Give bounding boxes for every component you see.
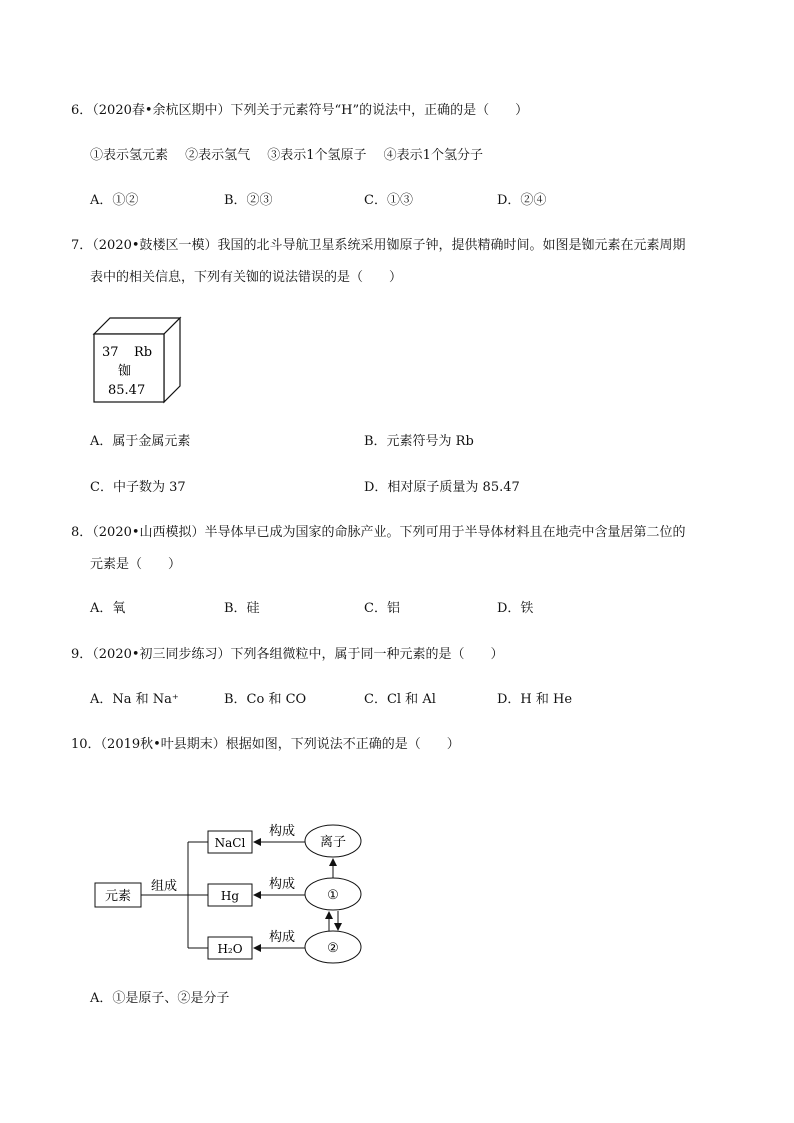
q8-option-b: B．硅	[224, 601, 260, 616]
q8-option-a: A．氧	[90, 601, 126, 616]
element-number: 37	[102, 345, 119, 360]
q9-stem: 9．（2020•初三同步练习）下列各组微粒中，属于同一种元素的是（ ）	[71, 647, 504, 662]
q7-option-b: B．元素符号为 Rb	[364, 434, 474, 449]
q6-option-d: D．②④	[497, 193, 547, 208]
q6-stem: 6．（2020春•余杭区期中）下列关于元素符号“H”的说法中，正确的是（ ）	[71, 103, 529, 118]
q6-option-c: C．①③	[364, 193, 413, 208]
element-name: 铷	[118, 364, 132, 379]
q6-option-b: B．②③	[224, 193, 273, 208]
diagram-element-box: 元素	[104, 889, 132, 904]
diagram-constitute-label-1: 构成	[268, 824, 296, 839]
q10-option-a: A．①是原子、②是分子	[90, 991, 230, 1006]
q6-option-a: A．①②	[90, 193, 139, 208]
element-cell-figure	[90, 316, 186, 406]
q9-option-d: D．H 和 He	[497, 692, 573, 707]
q8-stem-line2: 元素是（ ）	[90, 557, 182, 572]
q7-option-a: A．属于金属元素	[90, 434, 191, 449]
q7-stem-line2: 表中的相关信息，下列有关铷的说法错误的是（ ）	[90, 270, 403, 285]
q6-statements: ①表示氢元素 ②表示氢气 ③表示1个氢原子 ④表示1个氢分子	[90, 148, 483, 163]
q9-option-a: A．Na 和 Na⁺	[90, 692, 179, 707]
q9-option-c: C．Cl 和 Al	[364, 692, 436, 707]
diagram-ion-ellipse: 离子	[319, 835, 347, 850]
q8-option-c: C．铝	[364, 601, 400, 616]
element-mass: 85.47	[108, 383, 146, 398]
q8-stem-line1: 8．（2020•山西模拟）半导体早已成为国家的命脉产业。下列可用于半导体材料且在地壳中含量居第二位的	[71, 525, 686, 540]
diagram-circle-1: ①	[327, 888, 339, 903]
q7-option-c: C．中子数为 37	[90, 480, 186, 495]
q10-stem: 10．（2019秋•叶县期末）根据如图，下列说法不正确的是（ ）	[71, 737, 460, 752]
element-symbol: Rb	[134, 345, 153, 360]
q7-option-d: D．相对原子质量为 85.47	[364, 480, 520, 495]
diagram-circle-2: ②	[327, 941, 339, 956]
diagram-constitute-label-3: 构成	[268, 930, 296, 945]
q7-stem-line1: 7．（2020•鼓楼区一模）我国的北斗导航卫星系统采用铷原子钟，提供精确时间。如图是铷元素在元素周期	[71, 238, 686, 253]
diagram-compose-label: 组成	[150, 879, 178, 894]
diagram-constitute-label-2: 构成	[268, 877, 296, 892]
diagram-nacl-box: NaCl	[214, 836, 246, 850]
q9-option-b: B．Co 和 CO	[224, 692, 307, 707]
q8-option-d: D．铁	[497, 601, 534, 616]
element-relationship-diagram	[90, 818, 380, 968]
diagram-h2o-box: H₂O	[217, 942, 243, 956]
diagram-hg-box: Hg	[220, 889, 240, 903]
